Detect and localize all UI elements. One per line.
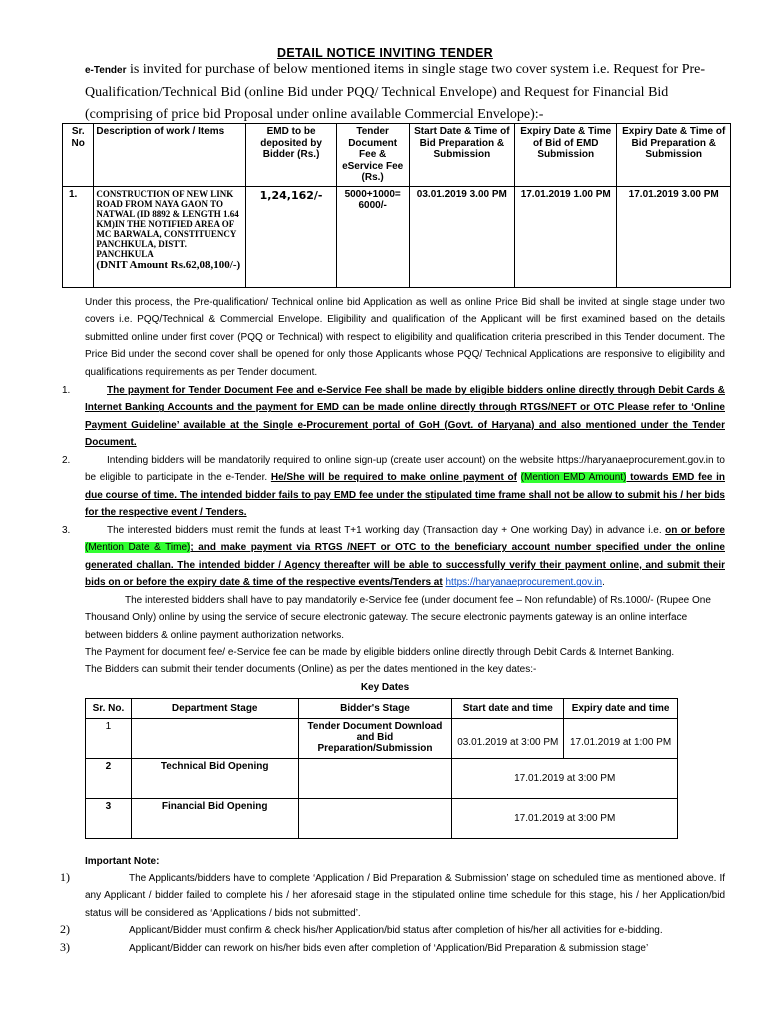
- intro-text: is invited for purchase of below mentioned items in single stage two cover system i.e. Request for Pre-Qualification/Technical Bid (online Bid under PQQ/ Technical Envelope) and Request for Financial Bid (comprising of price bid Proposal under online available Commercial Envelope):-: [85, 62, 706, 122]
- kd-row-1-sr: 1: [86, 719, 132, 759]
- tender-table: [62, 123, 731, 288]
- row-description: [94, 186, 246, 287]
- item-3-end: .: [602, 577, 605, 589]
- note-1-text: The Applicants/bidders have to complete ‘Application / Bid Preparation & Submission’ stage on scheduled time as mentioned above. If any Applicant / bidder failed to complete his / her aforesaid stage in the stipulated online time schedule for this stage, his / her Application/bid status will be considered as ‘Applications / bids not submitted’.: [85, 873, 725, 919]
- item-3-number: 3.: [62, 525, 71, 536]
- kd-row-1-bidder: Tender Document Download and Bid Preparation/Submission: [298, 719, 452, 759]
- item-2-text-a: Intending bidders will be mandatorily required to online sign-up (create user account) on the website https://haryanaeprocurement.gov.in to be eligible to participate in the e-Tender.: [85, 455, 725, 484]
- note-3-number: 3): [60, 940, 70, 954]
- item-3-text-a: The interested bidders must remit the funds at least T+1 working day (Transaction day + One working Day) in advance i.e.: [107, 525, 666, 536]
- kd-row-2-sr: 2: [86, 759, 132, 799]
- item-2-text-b: He/She will be required to make online payment of: [270, 472, 517, 484]
- row-bid-expiry: 17.01.2019 3.00 PM: [617, 186, 731, 287]
- kd-header-sr: Sr. No.: [86, 699, 132, 719]
- item-3-text-c: ; and make payment via RTGS /NEFT or OTC to the beneficiary account number specified under the online generated challan. The intended bidder / Agency thereafter will be able to successfully verify their payment online, and submit their bids on or before the expiry date & time of the respective events/Tenders at: [85, 542, 725, 589]
- payment-paragraph: The Payment for document fee/ e-Service fee can be made by eligible bidders online directly through Debit Cards & Internet Banking.: [85, 647, 675, 658]
- header-description: Description of work / Items: [94, 124, 246, 187]
- item-3-text-b: on or before: [665, 525, 725, 536]
- item-2-text: [85, 452, 725, 522]
- item-2-text-c: towards EMD fee in due course of time. The intended bidder fails to pay EMD fee under the stipulated time frame shall not be allow to submit his / her bids for the respective event / Tenders.: [85, 472, 726, 519]
- key-dates-header: [86, 699, 678, 719]
- item-3-highlight: (Mention Date & Time): [85, 542, 191, 554]
- kd-row-2-date: 17.01.2019 at 3:00 PM: [452, 759, 678, 799]
- kd-row-2-dept: Technical Bid Opening: [131, 759, 298, 799]
- item-1-number: 1.: [62, 385, 71, 396]
- tender-table-header: [63, 124, 731, 187]
- note-1-number: 1): [60, 870, 70, 884]
- key-dates-title: Key Dates: [360, 682, 410, 693]
- item-3-text: [85, 522, 725, 592]
- intro-paragraph: [85, 59, 735, 126]
- kd-header-bidder: Bidder's Stage: [298, 699, 452, 719]
- table-row: [86, 799, 678, 839]
- key-dates-table: [85, 698, 678, 839]
- kd-row-3-dept: Financial Bid Opening: [131, 799, 298, 839]
- portal-link[interactable]: https://haryanaeprocurement.gov.in: [445, 577, 603, 589]
- row-sr: 1.: [63, 186, 94, 287]
- header-emd: EMD to be deposited by Bidder (Rs.): [246, 124, 336, 187]
- kd-row-3-date: 17.01.2019 at 3:00 PM: [452, 799, 678, 839]
- header-bid-expiry: Expiry Date & Time of Bid Preparation & Submission: [617, 124, 731, 187]
- header-sr-no: Sr. No: [63, 124, 94, 187]
- table-row: [63, 186, 731, 287]
- row-fee: 5000+1000= 6000/-: [336, 186, 409, 287]
- important-note-title: Important Note:: [85, 856, 160, 867]
- page-title: DETAIL NOTICE INVITING TENDER: [277, 46, 493, 60]
- kd-header-dept: Department Stage: [131, 699, 298, 719]
- item-2-highlight: (Mention EMD Amount): [520, 472, 627, 484]
- note-3-text: Applicant/Bidder can rework on his/her bids even after completion of ‘Application/Bid Preparation & submission stage’: [129, 943, 649, 954]
- row-emd: 1,24,162/-: [246, 186, 336, 287]
- process-paragraph: Under this process, the Pre-qualification/ Technical online bid Application as well as online Price Bid shall be invited at single stage under two covers i.e. PQQ/Technical & Commercial Envelope. Eligibility and qualification of the Applicant will be first examined based on the details submitted online under first cover (PQQ or Technical) with respect to eligibility and qualification criteria prescribed in this Tender document. The Price Bid under the second cover shall be opened for only those Applicants whose PQQ/ Technical Applications are responsive to eligibility and qualifications requirements as per Tender document.: [85, 297, 725, 378]
- kd-row-1-expiry: 17.01.2019 at 1:00 PM: [564, 719, 678, 759]
- header-start-date: Start Date & Time of Bid Preparation & Submission: [409, 124, 514, 187]
- row-emd-expiry: 17.01.2019 1.00 PM: [515, 186, 617, 287]
- header-emd-expiry: Expiry Date & Time of Bid of EMD Submission: [515, 124, 617, 187]
- kd-row-2-bidder: [298, 759, 452, 799]
- table-row: [86, 719, 678, 759]
- kd-row-1-start: 03.01.2019 at 3:00 PM: [452, 719, 564, 759]
- service-fee-paragraph: The interested bidders shall have to pay mandatorily e-Service fee (under document fee – Non refundable) of Rs.1000/- (Rupee One Thousand Only) online by using the service of secure electronic gateway. The secure electronic payments gateway is an online interface between bidders & online payment authorization networks.: [85, 595, 711, 641]
- note-2-number: 2): [60, 922, 70, 936]
- table-row: [86, 759, 678, 799]
- row-start-date: 03.01.2019 3.00 PM: [409, 186, 514, 287]
- note-2-text: Applicant/Bidder must confirm & check his/her Application/bid status after completion of his/her all activities for e-bidding.: [129, 925, 663, 936]
- kd-row-1-dept: [131, 719, 298, 759]
- header-fee: Tender Document Fee & eService Fee (Rs.): [336, 124, 409, 187]
- kd-header-start: Start date and time: [452, 699, 564, 719]
- intro-lead: e-Tender: [85, 65, 127, 76]
- row-description-main: CONSTRUCTION OF NEW LINK ROAD FROM NAYA GAON TO NATWAL (ID 8892 & LENGTH 1.64 KM)IN THE NOTIFIED AREA OF MC BARWALA, CONSTITUENCY PANCHKULA, DISTT. PANCHKULA: [96, 188, 239, 259]
- item-2-number: 2.: [62, 455, 71, 466]
- kd-row-3-sr: 3: [86, 799, 132, 839]
- kd-header-expiry: Expiry date and time: [564, 699, 678, 719]
- row-dnit-amount: (DNIT Amount Rs.62,08,100/-): [96, 258, 241, 271]
- bidders-paragraph: The Bidders can submit their tender documents (Online) as per the dates mentioned in the key dates:-: [85, 664, 537, 675]
- kd-row-3-bidder: [298, 799, 452, 839]
- item-1-text: The payment for Tender Document Fee and e-Service Fee shall be made by eligible bidders online directly through Debit Cards & Internet Banking Accounts and the payment for EMD can be made online directly through RTGS/NEFT or OTC Please refer to ‘Online Payment Guideline’ available at the Single e-Procurement portal of GoH (Govt. of Haryana) and also mentioned under the Tender Document.: [85, 385, 725, 449]
